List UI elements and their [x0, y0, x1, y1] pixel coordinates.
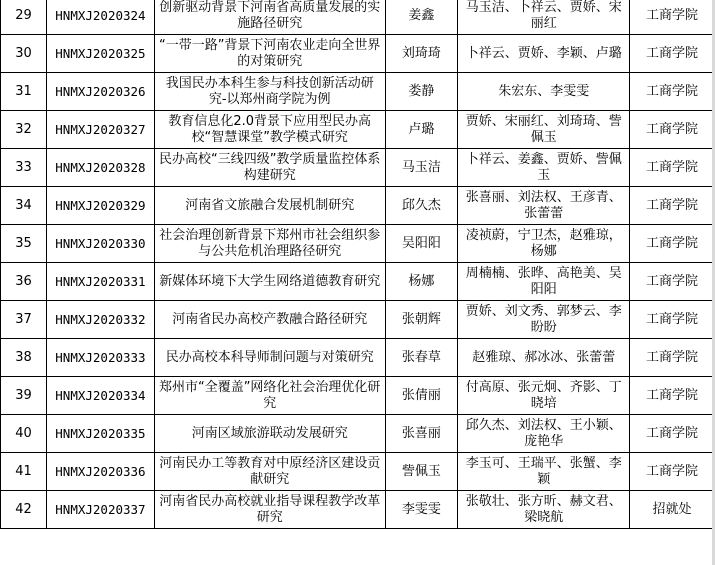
- project-leader-cell[interactable]: 张朝辉: [385, 301, 458, 339]
- project-code-cell[interactable]: HNMXJ2020332: [46, 301, 154, 339]
- project-code-cell[interactable]: HNMXJ2020334: [46, 377, 154, 415]
- project-leader-cell[interactable]: 吴阳阳: [385, 225, 458, 263]
- table-row: [1, 301, 715, 339]
- project-code-cell[interactable]: HNMXJ2020326: [46, 73, 154, 111]
- table-row: [1, 225, 715, 263]
- table-row: [1, 187, 715, 225]
- table-row: [1, 377, 715, 415]
- table-row: [1, 263, 715, 301]
- project-members-cell[interactable]: 凌祯蔚，宁卫杰，赵雅琼，杨娜: [458, 225, 630, 263]
- project-members-cell[interactable]: 马玉洁、卜祥云、贾娇、宋丽红: [458, 0, 630, 35]
- project-members-cell[interactable]: 卜祥云、姜鑫、贾娇、訾佩玉: [458, 149, 630, 187]
- row-number-cell[interactable]: 36: [1, 263, 47, 301]
- project-leader-cell[interactable]: 姜鑫: [385, 0, 458, 35]
- project-leader-cell[interactable]: 张喜丽: [385, 415, 458, 453]
- project-table-body: [1, 0, 715, 529]
- project-leader-cell[interactable]: 张倩丽: [385, 377, 458, 415]
- project-title-cell[interactable]: 教育信息化2.0背景下应用型民办高校“智慧课堂”教学模式研究: [154, 111, 385, 149]
- project-title-cell[interactable]: 我国民办本科生参与科技创新活动研究-以郑州商学院为例: [154, 73, 385, 111]
- project-title-cell[interactable]: 新媒体环境下大学生网络道德教育研究: [154, 263, 385, 301]
- project-leader-cell[interactable]: 刘琦琦: [385, 35, 458, 73]
- project-unit-cell[interactable]: 工商学院: [630, 35, 715, 73]
- project-code-cell[interactable]: HNMXJ2020329: [46, 187, 154, 225]
- project-title-cell[interactable]: 民办高校本科导师制问题与对策研究: [154, 339, 385, 377]
- project-leader-cell[interactable]: 马玉洁: [385, 149, 458, 187]
- project-code-cell[interactable]: HNMXJ2020328: [46, 149, 154, 187]
- project-leader-cell[interactable]: 张春草: [385, 339, 458, 377]
- row-number-cell[interactable]: 39: [1, 377, 47, 415]
- project-members-cell[interactable]: 李玉可、王瑞平、张蟹、李颖: [458, 453, 630, 491]
- project-members-cell[interactable]: 贾娇、刘文秀、郭梦云、李盼盼: [458, 301, 630, 339]
- project-leader-cell[interactable]: 邱久杰: [385, 187, 458, 225]
- project-leader-cell[interactable]: 李雯雯: [385, 491, 458, 529]
- project-title-cell[interactable]: 河南省文旅融合发展机制研究: [154, 187, 385, 225]
- row-number-cell[interactable]: 31: [1, 73, 47, 111]
- project-unit-cell[interactable]: 工商学院: [630, 377, 715, 415]
- project-unit-cell[interactable]: 工商学院: [630, 263, 715, 301]
- row-number-cell[interactable]: 37: [1, 301, 47, 339]
- table-row: [1, 453, 715, 491]
- row-number-cell[interactable]: 29: [1, 0, 47, 35]
- project-unit-cell[interactable]: 工商学院: [630, 453, 715, 491]
- project-code-cell[interactable]: HNMXJ2020337: [46, 491, 154, 529]
- project-leader-cell[interactable]: 杨娜: [385, 263, 458, 301]
- project-leader-cell[interactable]: 訾佩玉: [385, 453, 458, 491]
- project-title-cell[interactable]: “一带一路”背景下河南农业走向全世界的对策研究: [154, 35, 385, 73]
- project-title-cell[interactable]: 河南区域旅游联动发展研究: [154, 415, 385, 453]
- row-number-cell[interactable]: 40: [1, 415, 47, 453]
- row-number-cell[interactable]: 32: [1, 111, 47, 149]
- project-code-cell[interactable]: HNMXJ2020327: [46, 111, 154, 149]
- project-title-cell[interactable]: 郑州市“全覆盖”网络化社会治理优化研究: [154, 377, 385, 415]
- project-code-cell[interactable]: HNMXJ2020335: [46, 415, 154, 453]
- row-number-cell[interactable]: 41: [1, 453, 47, 491]
- project-code-cell[interactable]: HNMXJ2020333: [46, 339, 154, 377]
- project-unit-cell[interactable]: 工商学院: [630, 301, 715, 339]
- project-leader-cell[interactable]: 卢璐: [385, 111, 458, 149]
- project-unit-cell[interactable]: 工商学院: [630, 187, 715, 225]
- table-row: [1, 35, 715, 73]
- project-code-cell[interactable]: HNMXJ2020324: [46, 0, 154, 35]
- project-leader-cell[interactable]: 娄静: [385, 73, 458, 111]
- table-row: [1, 0, 715, 35]
- project-members-cell[interactable]: 张敬壮、张方昕、赫文君、梁晓航: [458, 491, 630, 529]
- row-number-cell[interactable]: 30: [1, 35, 47, 73]
- table-row: [1, 73, 715, 111]
- project-unit-cell[interactable]: 工商学院: [630, 415, 715, 453]
- project-members-cell[interactable]: 卜祥云、贾娇、李颖、卢璐: [458, 35, 630, 73]
- row-number-cell[interactable]: 33: [1, 149, 47, 187]
- project-title-cell[interactable]: 河南省民办高校产教融合路径研究: [154, 301, 385, 339]
- table-row: [1, 415, 715, 453]
- table-row: [1, 111, 715, 149]
- row-number-cell[interactable]: 38: [1, 339, 47, 377]
- project-unit-cell[interactable]: 工商学院: [630, 0, 715, 35]
- project-code-cell[interactable]: HNMXJ2020331: [46, 263, 154, 301]
- project-unit-cell[interactable]: 工商学院: [630, 149, 715, 187]
- project-members-cell[interactable]: 付高原、张元炯、齐影、丁晓培: [458, 377, 630, 415]
- project-members-cell[interactable]: 赵雅琼、郝冰冰、张蕾蕾: [458, 339, 630, 377]
- project-title-cell[interactable]: 社会治理创新背景下郑州市社会组织参与公共危机治理路径研究: [154, 225, 385, 263]
- row-number-cell[interactable]: 34: [1, 187, 47, 225]
- project-code-cell[interactable]: HNMXJ2020330: [46, 225, 154, 263]
- row-number-cell[interactable]: 42: [1, 491, 47, 529]
- project-unit-cell[interactable]: 工商学院: [630, 339, 715, 377]
- project-members-cell[interactable]: 贾娇、宋丽红、刘琦琦、訾佩玉: [458, 111, 630, 149]
- project-unit-cell[interactable]: 招就处: [630, 491, 715, 529]
- project-title-cell[interactable]: 民办高校“三线四级”教学质量监控体系构建研究: [154, 149, 385, 187]
- project-unit-cell[interactable]: 工商学院: [630, 111, 715, 149]
- table-row: [1, 149, 715, 187]
- project-unit-cell[interactable]: 工商学院: [630, 73, 715, 111]
- project-members-cell[interactable]: 邱久杰、刘法权、王小颖、庞艳华: [458, 415, 630, 453]
- project-members-cell[interactable]: 张喜丽、刘法权、王彦青、张蕾蕾: [458, 187, 630, 225]
- project-code-cell[interactable]: HNMXJ2020336: [46, 453, 154, 491]
- project-title-cell[interactable]: 创新驱动背景下河南省高质量发展的实施路径研究: [154, 0, 385, 35]
- project-title-cell[interactable]: 河南省民办高校就业指导课程教学改革研究: [154, 491, 385, 529]
- project-title-cell[interactable]: 河南民办工等教育对中原经济区建设贡献研究: [154, 453, 385, 491]
- table-row: [1, 339, 715, 377]
- project-unit-cell[interactable]: 工商学院: [630, 225, 715, 263]
- project-code-cell[interactable]: HNMXJ2020325: [46, 35, 154, 73]
- project-members-cell[interactable]: 周楠楠、张晔、高艳美、吴阳阳: [458, 263, 630, 301]
- table-row: [1, 491, 715, 529]
- row-number-cell[interactable]: 35: [1, 225, 47, 263]
- project-members-cell[interactable]: 朱宏东、李雯雯: [458, 73, 630, 111]
